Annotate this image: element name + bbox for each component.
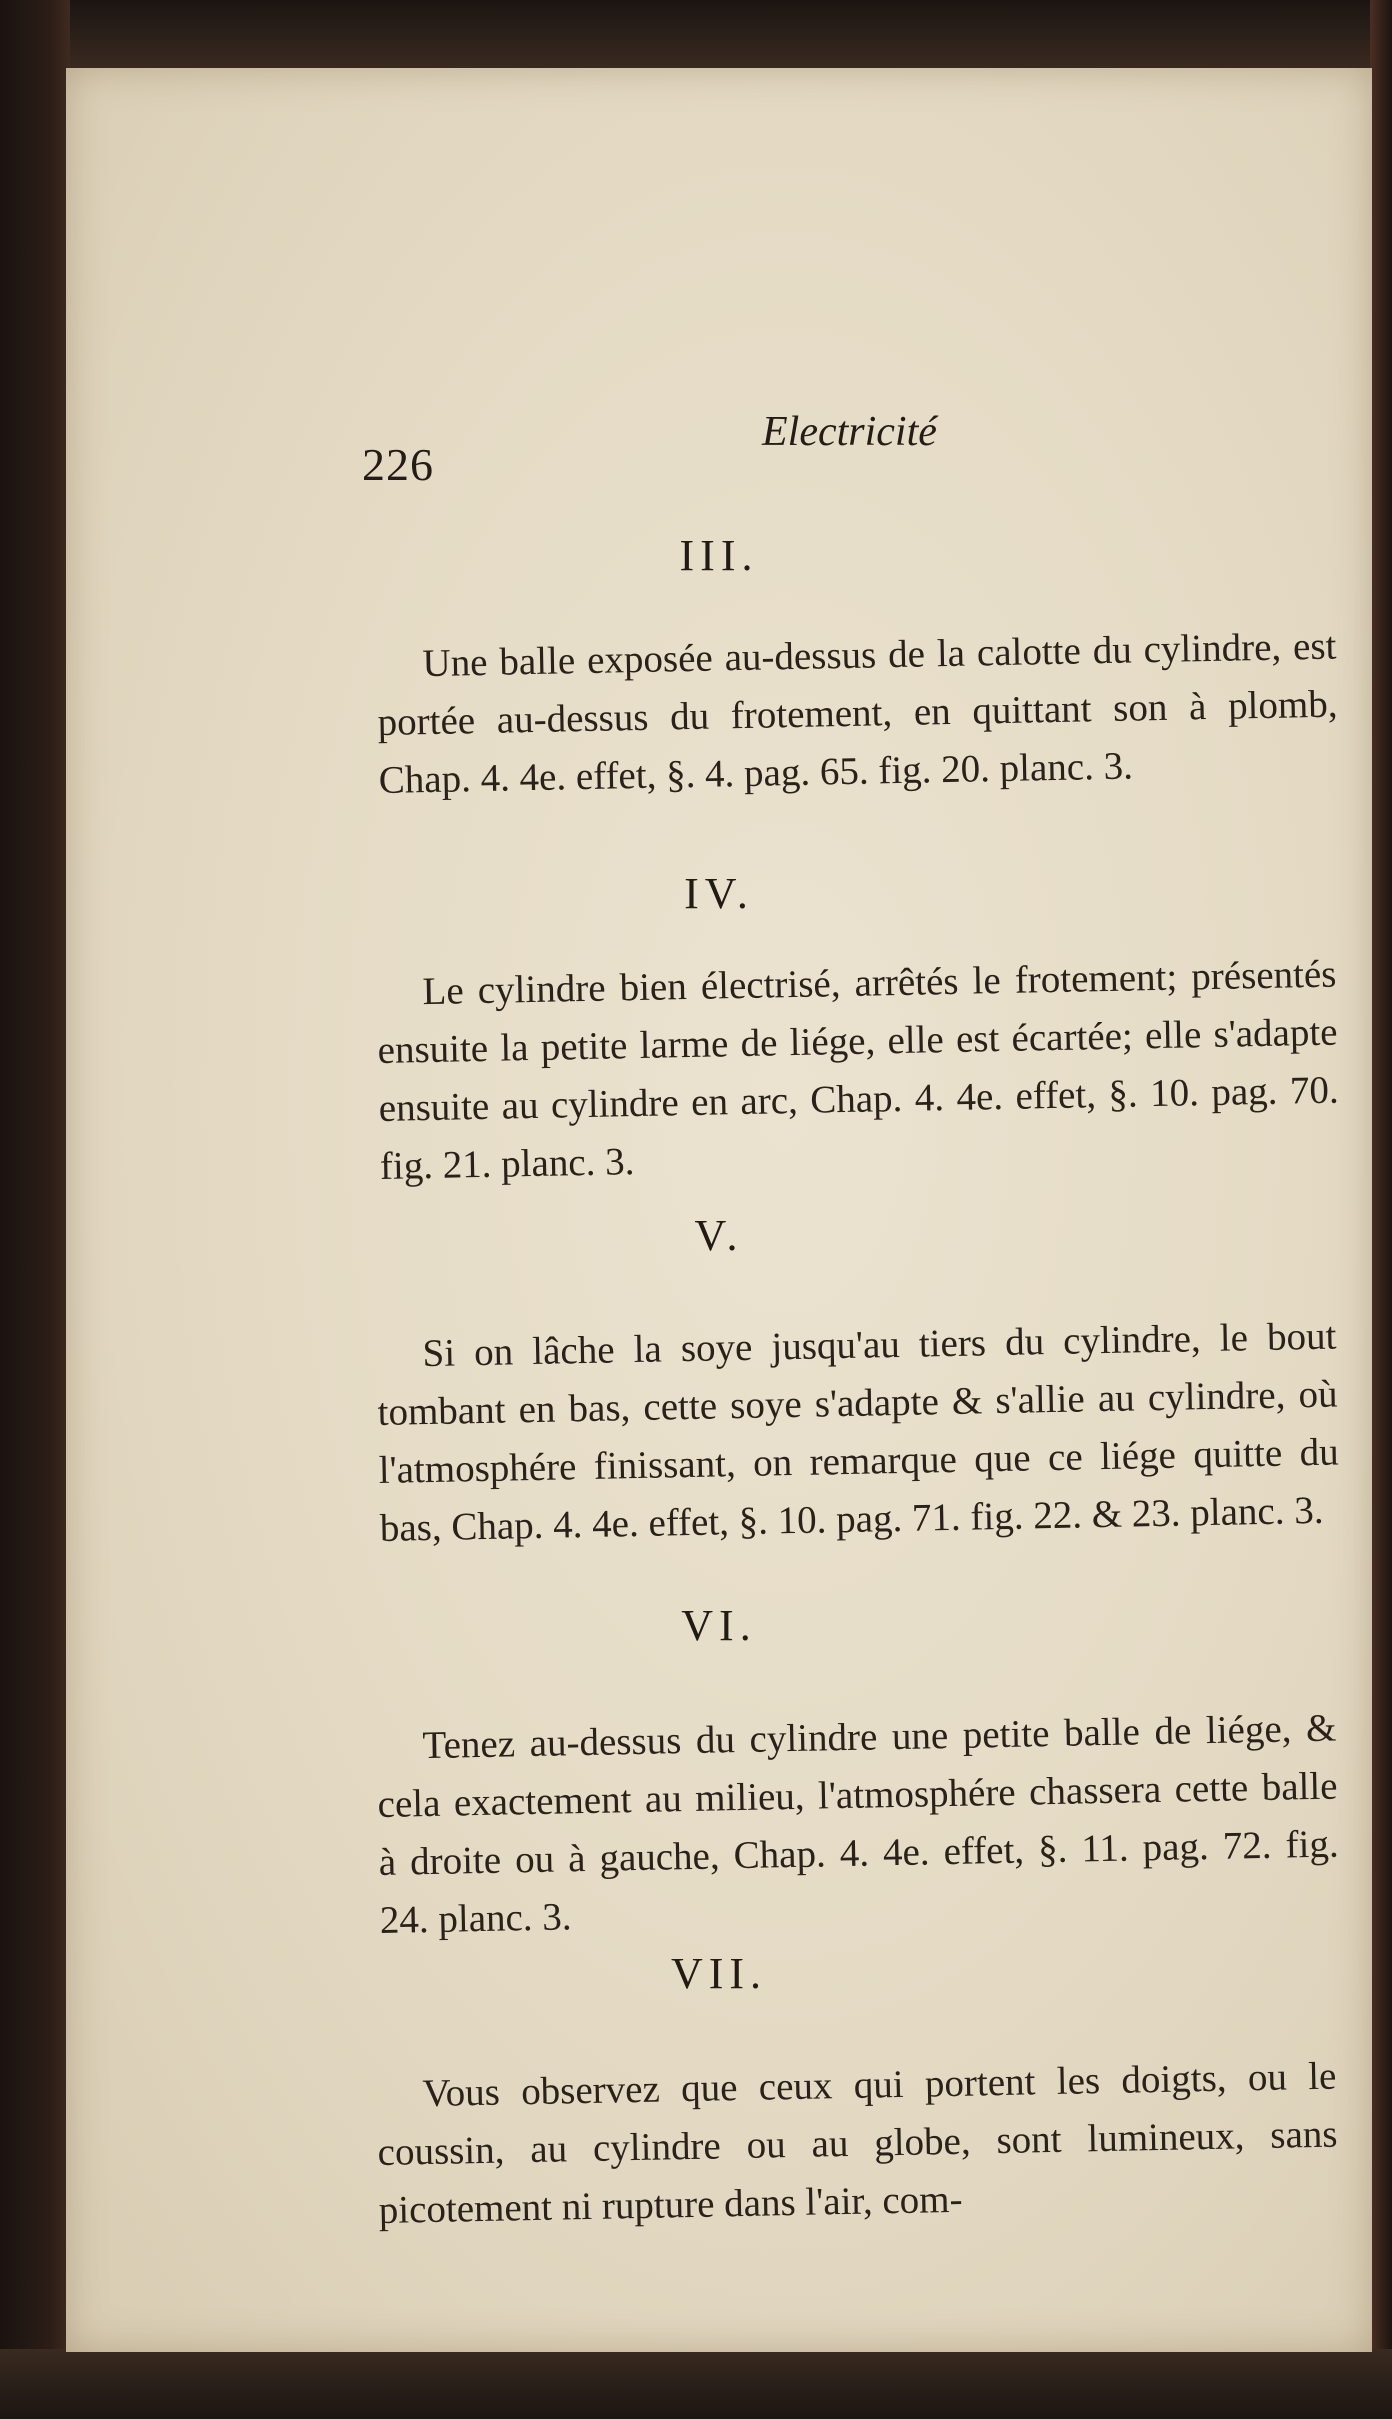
section-paragraph-iii: Une balle exposée au-dessus de la calotte du cylindre, est portée au-dessus du frotement, en quittant son à plomb, Chap. 4. 4e. effet, §. 4. pag. 65. fig. 20. planc. 3. [377,624,1338,802]
scan-border-bottom [0,2349,1392,2419]
book-page [66,68,1372,2352]
section-heading-vi: VI. [681,1601,757,1650]
section-paragraph-iv: Le cylindre bien électrisé, arrêtés le frotement; présentés ensuite la petite larme de liége, elle est écartée; elle s'adapte ensuite au cylindre en arc, Chap. 4. 4e. effet, §. 10. pag. 70. fig. 21. planc. 3. [377,952,1340,1188]
section-paragraph-v: Si on lâche la soye jusqu'au tiers du cylindre, le bout tombant en bas, cette soye s'adapte & s'allie au cylindre, où l'atmosphére finissant, on remarque que ce liége quitte du bas, Chap. 4. 4e. effet, §. 10. pag. 71. fig. 22. & 23. planc. 3. [377,1314,1340,1550]
page-header [66,358,1372,490]
scan-border-left [0,0,70,2419]
section-heading-vii: VII. [670,1949,768,1998]
section-paragraph-vi: Tenez au-dessus du cylindre une petite balle de liége, & cela exactement au milieu, l'atmosphére chassera cette balle à droite ou à gauche, Chap. 4. 4e. effet, §. 11. pag. 72. fig. 24. planc. 3. [377,1706,1340,1942]
running-title: Electricité [762,409,937,455]
section-heading-iii: III. [679,531,759,580]
scan-border-right [1370,0,1392,2419]
section-paragraph-vii: Vous observez que ceux qui portent les doigts, ou le coussin, au cylindre ou au globe, sont lumineux, sans picotement ni rupture dans l'air, com- [377,2054,1338,2232]
section-heading-iv: IV. [684,869,754,918]
scan-border-top [0,0,1392,70]
page-number: 226 [362,439,434,490]
section-heading-v: V. [694,1211,744,1260]
